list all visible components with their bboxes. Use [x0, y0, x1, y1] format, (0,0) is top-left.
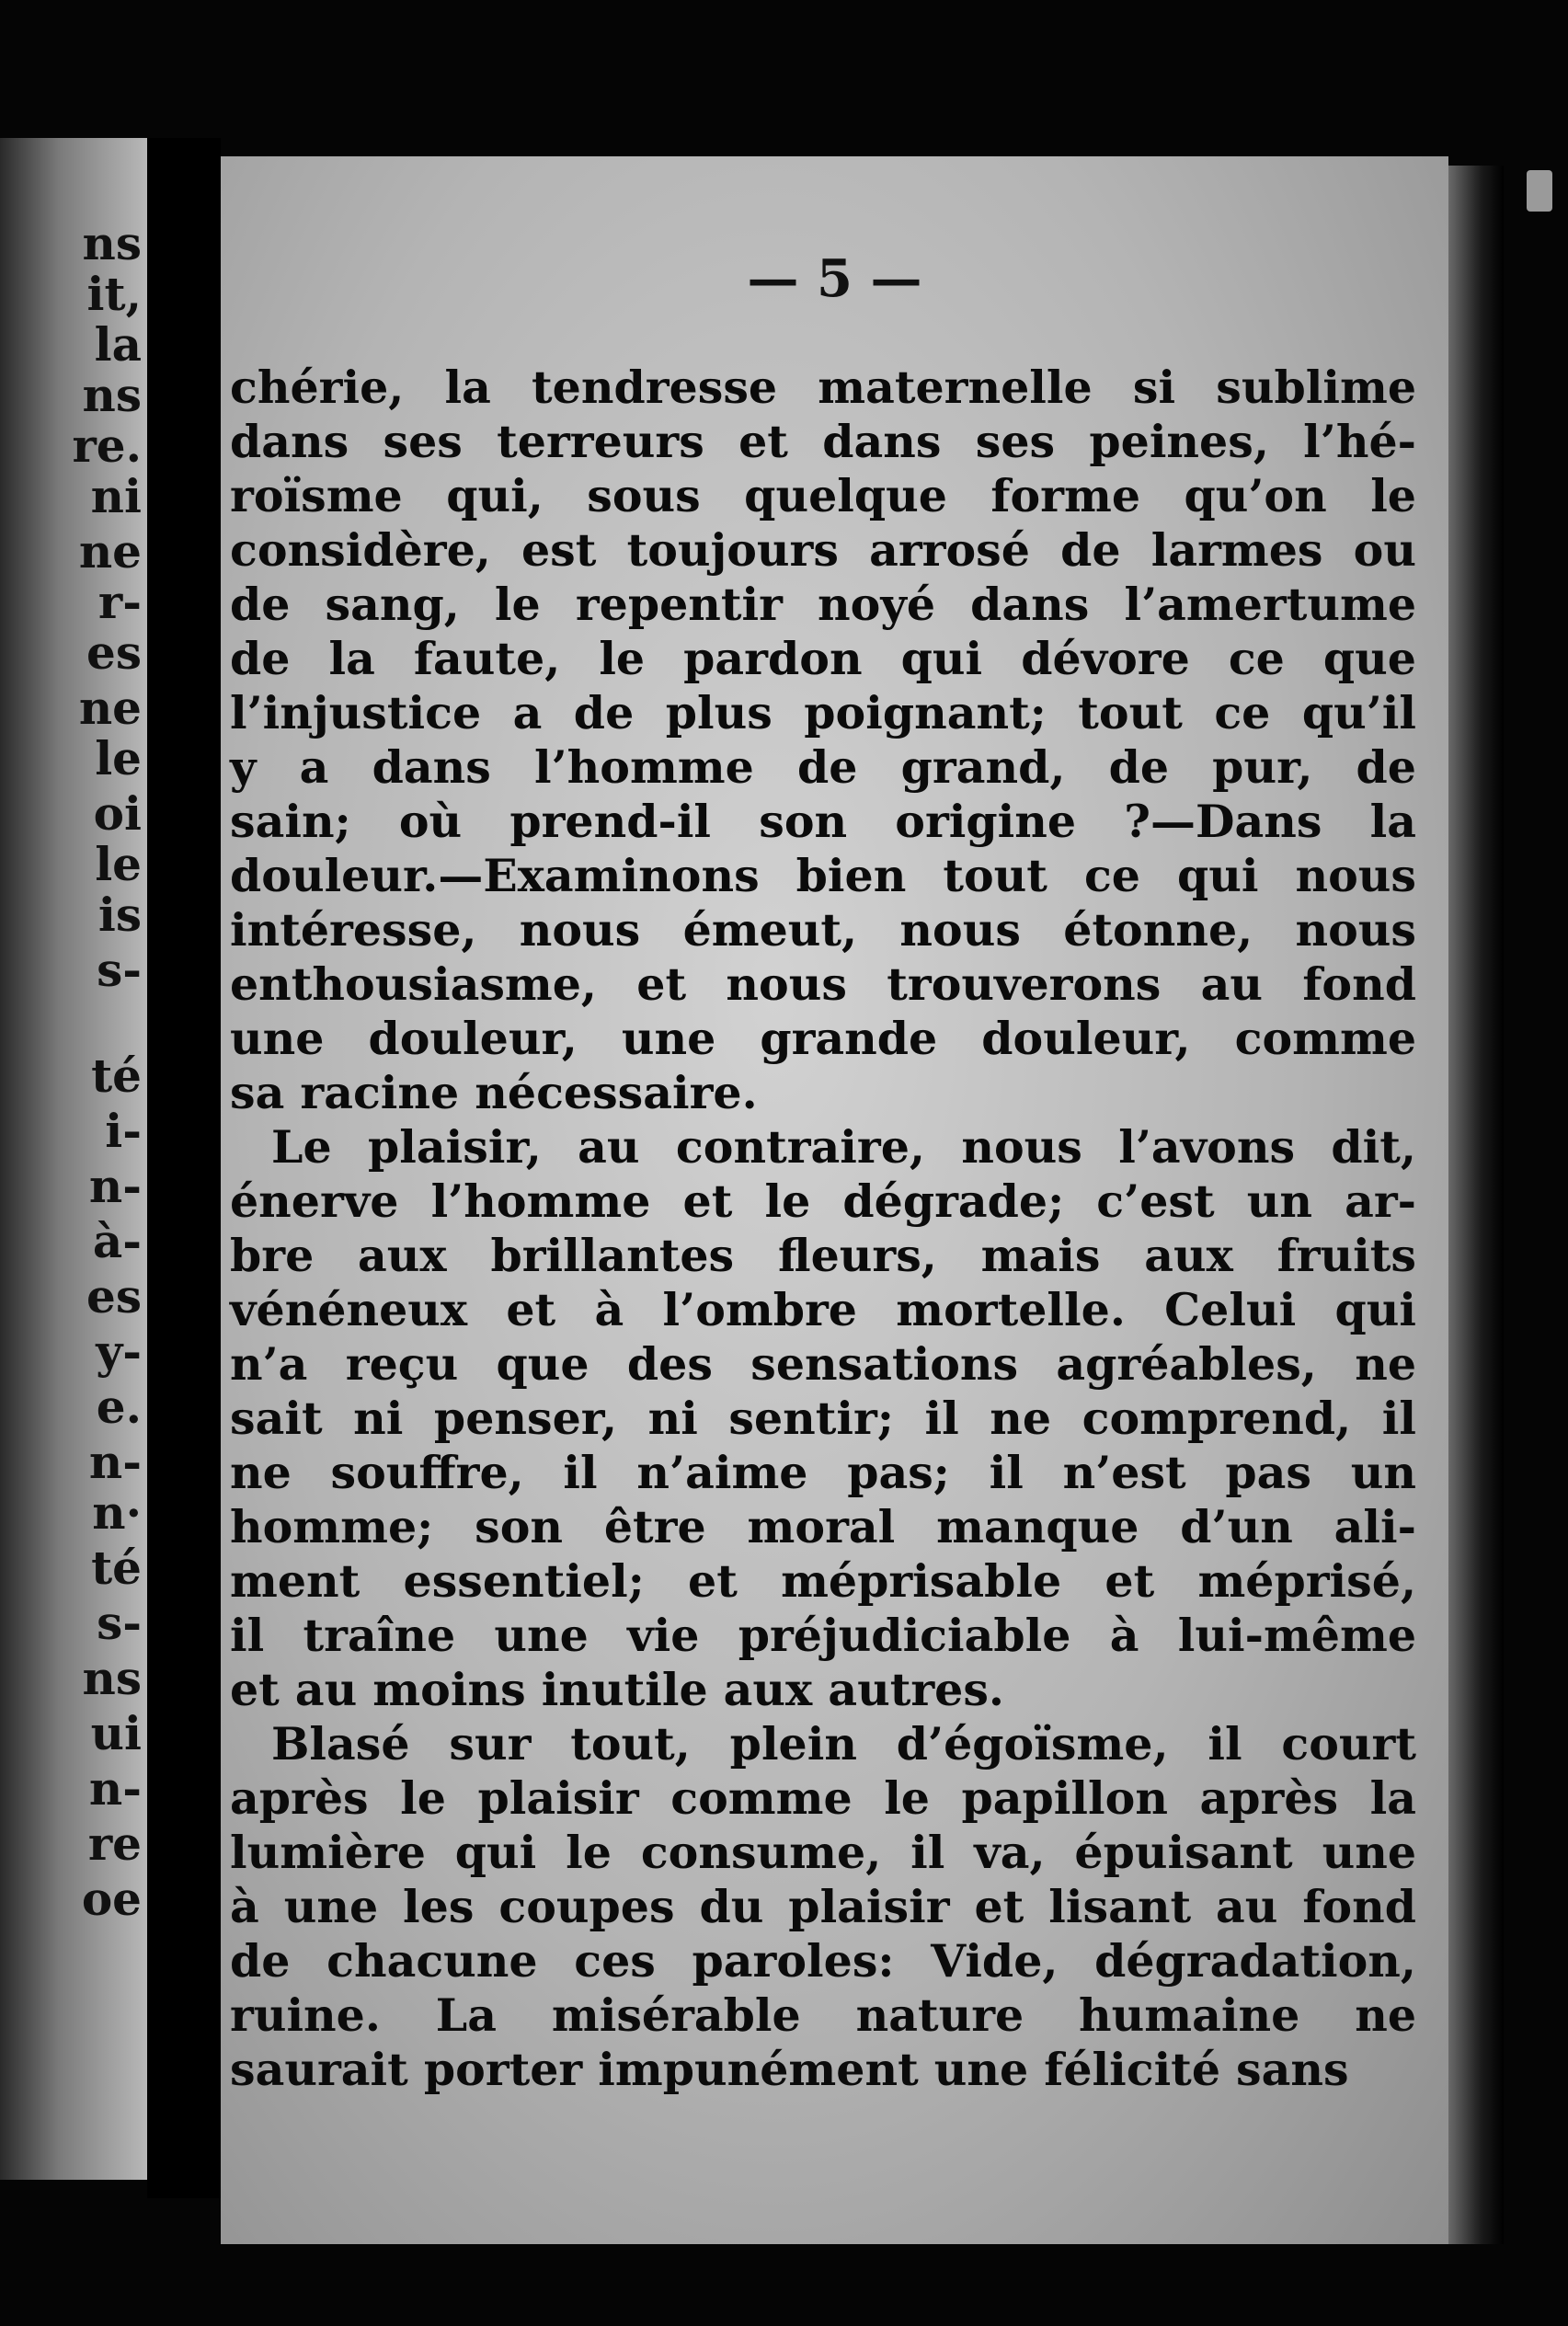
book-page — [221, 156, 1448, 2244]
left-page-fragment: r- — [97, 575, 142, 629]
text-line: chérie, la tendresse maternelle si sublime — [230, 361, 1416, 414]
left-page-fragment: oi — [93, 786, 142, 841]
left-page-fragment: la — [94, 317, 142, 372]
adjacent-page-fragment — [0, 138, 147, 2180]
text-line: de la faute, le pardon qui dévore ce que — [230, 632, 1416, 685]
text-line: Le plaisir, au contraire, nous l’avons dit, — [271, 1120, 1416, 1174]
left-page-fragment: le — [95, 731, 142, 785]
left-page-fragment: oe — [81, 1872, 142, 1926]
left-page-fragment: n· — [92, 1485, 142, 1540]
left-page-fragment: ns — [82, 216, 142, 270]
left-page-fragment: s- — [97, 943, 142, 997]
left-page-fragment: es — [86, 625, 142, 680]
left-page-fragment: ne — [78, 681, 142, 735]
left-page-fragment: s- — [97, 1596, 142, 1650]
left-page-fragment: n- — [88, 1435, 142, 1489]
left-page-fragment: re — [87, 1816, 142, 1871]
text-line: bre aux brillantes fleurs, mais aux fruits — [230, 1229, 1416, 1282]
left-page-fragment: e. — [96, 1380, 142, 1434]
left-page-fragment: es — [86, 1269, 142, 1323]
left-page-fragment: y- — [96, 1324, 142, 1379]
text-line: après le plaisir comme le papillon après la — [230, 1771, 1416, 1825]
text-line: vénéneux et à l’ombre mortelle. Celui qui — [230, 1283, 1416, 1336]
text-line: intéresse, nous émeut, nous étonne, nous — [230, 903, 1416, 957]
left-page-fragment: is — [97, 888, 142, 942]
left-page-fragment: té — [91, 1541, 142, 1595]
text-line: roïsme qui, sous quelque forme qu’on le — [230, 469, 1416, 522]
left-page-fragment: ni — [90, 469, 142, 523]
text-line: de chacune ces paroles: Vide, dégradation, — [230, 1934, 1416, 1988]
bookmark-tab — [1527, 170, 1552, 212]
left-page-fragment: ne — [78, 524, 142, 579]
text-line: ruine. La misérable nature humaine ne — [230, 1988, 1416, 2042]
text-line: ne souffre, il n’aime pas; il n’est pas un — [230, 1446, 1416, 1499]
text-line: sa racine nécessaire. — [230, 1066, 758, 1119]
text-line: lumière qui le consume, il va, épuisant une — [230, 1826, 1416, 1879]
left-page-fragment: re. — [72, 418, 142, 473]
left-page-fragment: té — [91, 1048, 142, 1103]
text-line: y a dans l’homme de grand, de pur, de — [230, 740, 1416, 794]
text-line: sain; où prend-il son origine ?—Dans la — [230, 795, 1416, 848]
text-line: et au moins inutile aux autres. — [230, 1663, 1004, 1716]
page-number: — 5 — — [747, 248, 922, 309]
text-line: considère, est toujours arrosé de larmes ou — [230, 523, 1416, 577]
left-page-fragment: it, — [86, 267, 142, 321]
text-line: l’injustice a de plus poignant; tout ce qu’il — [230, 686, 1416, 739]
page-body-text — [230, 361, 1416, 2097]
text-line: il traîne une vie préjudiciable à lui-même — [230, 1609, 1416, 1662]
text-line: dans ses terreurs et dans ses peines, l’hé- — [230, 415, 1416, 468]
text-line: à une les coupes du plaisir et lisant au fond — [230, 1880, 1416, 1933]
left-page-fragment: n- — [88, 1761, 142, 1816]
text-line: enthousiasme, et nous trouverons au fond — [230, 957, 1416, 1011]
text-line: de sang, le repentir noyé dans l’amertume — [230, 578, 1416, 631]
left-page-fragment: n- — [88, 1159, 142, 1213]
left-page-fragment: ui — [90, 1706, 142, 1760]
page-edge-shadow — [1448, 166, 1504, 2244]
text-line: une douleur, une grande douleur, comme — [230, 1012, 1416, 1065]
text-line: énerve l’homme et le dégrade; c’est un ar- — [230, 1174, 1416, 1228]
text-line: Blasé sur tout, plein d’égoïsme, il court — [271, 1717, 1416, 1770]
text-line: saurait porter impunément une félicité sans — [230, 2043, 1349, 2096]
book-gutter — [147, 138, 221, 2198]
left-page-fragment: à- — [92, 1214, 142, 1268]
text-line: douleur.—Examinons bien tout ce qui nous — [230, 849, 1416, 902]
text-line: n’a reçu que des sensations agréables, ne — [230, 1337, 1416, 1391]
text-line: ment essentiel; et méprisable et méprisé, — [230, 1554, 1416, 1608]
left-page-fragment: ns — [82, 1651, 142, 1705]
left-page-fragment: i- — [105, 1104, 142, 1158]
text-line: homme; son être moral manque d’un ali- — [230, 1500, 1416, 1553]
text-line: sait ni penser, ni sentir; il ne comprend, il — [230, 1392, 1416, 1445]
left-page-fragment: le — [95, 837, 142, 891]
left-page-fragment: ns — [82, 368, 142, 422]
